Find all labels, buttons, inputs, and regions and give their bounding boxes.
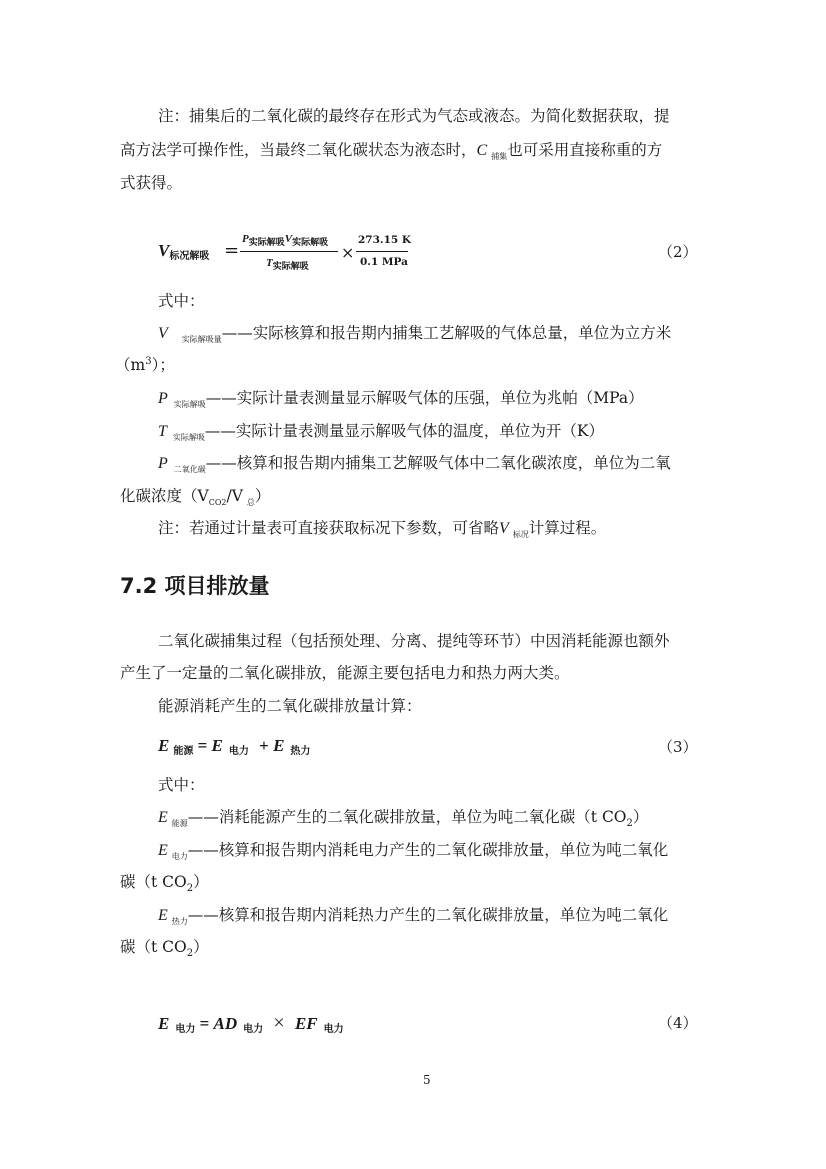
eq2-lhs-sub: 标况解吸 [169,251,210,262]
def-e3-unit-sub: 2 [186,948,194,959]
eq4-e-sub: 电力 [175,1024,196,1035]
where-label-1: 式中： [158,292,205,310]
def-p-line [158,387,644,412]
eq2-k-denominator: 0.1 MPa [360,256,408,268]
def-v-var: V [158,325,168,342]
def-e1-text-b: ） [632,808,649,826]
def-p-var: P [158,390,168,407]
eq2-den-t-sub: 实际解吸 [272,262,309,272]
para1-line-1: 二氧化碳捕集过程（包括预处理、分离、提纯等环节）中因消耗能源也额外 [158,632,670,650]
eq4 [158,1012,344,1035]
def-e3-var: E [158,907,168,924]
eq3-e2: E [211,736,223,755]
note-2-text-a: 注：若通过计量表可直接获取标况下参数，可省略 [158,519,500,537]
def-p2-unit-b: /V [226,487,243,505]
note-2-text-b: 计算过程。 [528,519,607,537]
eq3-e3: E [273,736,285,755]
def-e2-text: ——核算和报告期内消耗电力产生的二氧化碳排放量，单位为吨二氧化 [187,841,669,859]
note-2-var: V [499,520,509,537]
where-label-2: 式中： [158,776,205,794]
def-e1-line [158,806,648,831]
page-number: 5 [423,1073,431,1087]
def-p-sub: 实际解吸 [173,400,206,409]
def-t-line [158,420,604,445]
def-t-text: ——实际计量表测量显示解吸气体的温度，单位为开（K） [204,422,604,440]
def-e2-var: E [158,842,168,859]
def-p2-var: P [158,455,168,472]
def-v-text: ——实际核算和报告期内捕集工艺解吸的气体总量，单位为立方米 [221,324,672,342]
def-t-var: T [158,423,167,440]
eq3-e1-sub: 能源 [173,746,194,757]
def-v-sub: 实际解吸量 [181,335,222,344]
section-title: 项目排放量 [164,574,270,598]
def-e3-text: ——核算和报告期内消耗热力产生的二氧化碳排放量，单位为吨二氧化 [187,906,669,924]
def-p2-line-2 [120,485,270,510]
def-p-text: ——实际计量表测量显示解吸气体的压强，单位为兆帕（MPa） [205,389,644,407]
eq3-plus: + [259,736,269,755]
def-e2-line-1 [158,839,668,864]
eq2-num-p: P [242,233,249,245]
eq2-num-v: V [284,233,293,245]
eq2-num-p-sub: 实际解吸 [248,238,285,248]
eq2-fraction-bar-1 [240,251,338,252]
eq2-equals: = [224,240,240,261]
def-p2-unit-c: ） [254,487,271,505]
def-v-line-1 [158,322,671,347]
def-e2-unit-a: 碳（t CO [120,873,187,891]
eq2-lhs [158,241,209,261]
def-e2-line-2 [120,871,209,896]
eq2-lhs-var: V [158,241,170,260]
def-e1-text-sub: 2 [626,818,633,829]
eq3-equals: = [197,736,208,755]
eq3-e3-sub: 热力 [290,746,311,757]
eq4-ad: AD [213,1014,238,1033]
def-p2-sub: 二氧化碳 [173,465,206,474]
section-heading [120,570,270,600]
def-v-line-2 [115,354,175,379]
def-e3-line-1 [158,904,668,929]
def-t-sub: 实际解吸 [172,433,205,442]
def-v-unit-a: （m [115,356,146,374]
def-e3-unit-a: 碳（t CO [120,938,187,956]
eq2-denominator [266,256,309,272]
def-p2-unit-sub: CO2 [208,498,227,507]
note-line-2 [120,139,662,164]
note-2-sub: 标况 [512,530,529,539]
def-e1-text-a: ——消耗能源产生的二氧化碳排放量，单位为吨二氧化碳（t CO [187,808,627,826]
note-line-1: 注：捕集后的二氧化碳的最终存在形式为气态或液态。为简化数据获取，提 [158,107,670,125]
eq4-e: E [158,1014,170,1033]
var-c-subscript: 捕集 [491,152,508,161]
para2: 能源消耗产生的二氧化碳排放量计算： [158,697,422,715]
eq2-times: × [341,243,355,262]
note-line-2-text-a: 高方法学可操作性，当最终二氧化碳状态为液态时， [120,141,477,159]
eq2-fraction-bar-2 [356,251,408,252]
def-p2-unit-sub2: 总 [246,498,255,507]
def-e3-line-2 [120,936,209,961]
def-v-unit-b: ）； [151,356,175,374]
section-number: 7.2 [120,574,158,598]
eq3-e1: E [158,736,170,755]
def-e2-sub: 电力 [171,852,188,861]
def-p2-text: ——核算和报告期内捕集工艺解吸气体中二氧化碳浓度，单位为二氧 [205,454,671,472]
eq4-equals: = [199,1014,210,1033]
def-e3-unit-b: ） [193,938,209,956]
def-e2-unit-sub: 2 [186,883,194,894]
note-2 [158,517,606,542]
eq2-k-numerator: 273.15 K [358,234,411,246]
eq4-ef-sub: 电力 [323,1024,344,1035]
def-e2-unit-b: ） [193,873,209,891]
eq3-number: （3） [658,738,698,756]
para1-line-2: 产生了一定量的二氧化碳排放，能源主要包括电力和热力两大类。 [120,664,570,682]
eq3-e2-sub: 电力 [228,746,249,757]
def-p2-line-1 [158,452,671,477]
def-v-unit-sup: 3 [145,356,152,367]
eq2-den-t: T [266,257,273,269]
eq2-numerator [242,232,329,248]
var-c: C [476,142,488,159]
def-e1-sub: 能源 [171,819,188,828]
def-e1-var: E [158,809,168,826]
eq4-ef: EF [294,1014,318,1033]
eq3 [158,736,310,756]
note-line-2-text-b: 也可采用直接称重的方 [507,141,663,159]
note-line-3: 式获得。 [120,174,183,192]
eq2-num-v-sub: 实际解吸 [292,238,329,248]
eq2-number: （2） [658,243,698,261]
def-p2-unit-a: 化碳浓度（V [120,487,209,505]
def-e3-sub: 热力 [171,917,188,926]
eq4-times: × [273,1012,285,1034]
eq4-ad-sub: 电力 [243,1024,264,1035]
eq4-number: （4） [658,1014,698,1032]
